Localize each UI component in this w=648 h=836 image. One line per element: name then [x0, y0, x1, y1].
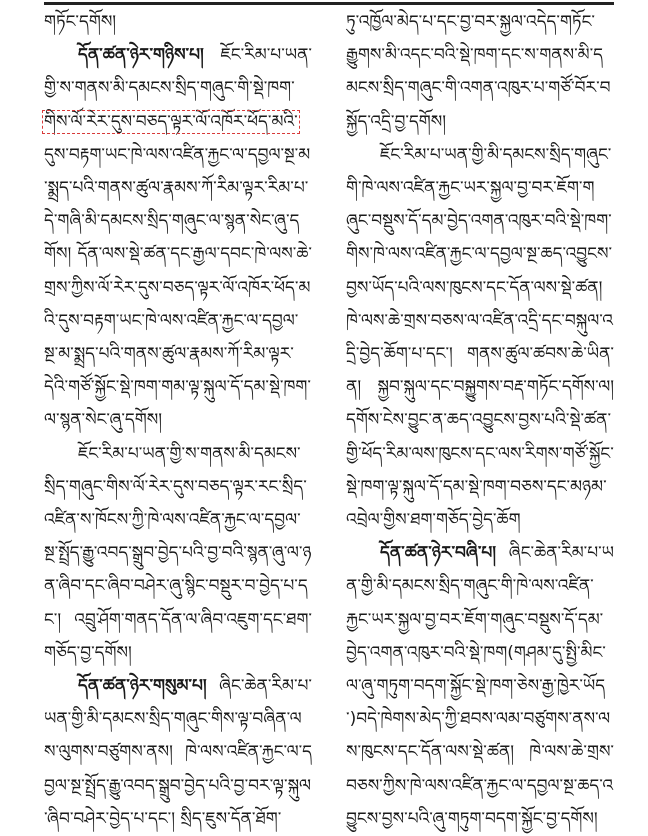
article-heading: དོན་ཚན་ཉེར་བཞི་པ། [380, 543, 497, 564]
highlighted-phrase: གིས་ལོ་རེར་དུས་བཅད་ལྟར་ལོ་འཁོར་ཕོད་མའི་ [44, 111, 298, 132]
left-paragraph-0 [44, 6, 312, 39]
article-heading: དོན་ཚན་ཉེར་གསུམ་པ། [78, 676, 207, 697]
article-heading: དོན་ཚན་ཉེར་གཉིས་པ། [78, 45, 204, 66]
top-rule [44, 2, 614, 5]
paragraph-text: ཇོང་རིམ་པ་ཡན་གྱི་ས་གནས་མི་དམངས་སྲིད་གཞུང་གི་སྡེ་ཁག་ [44, 45, 312, 99]
left-column [44, 6, 312, 836]
right-paragraph-1 [346, 139, 614, 537]
article-22 [44, 39, 312, 437]
left-paragraph-2 [44, 438, 312, 670]
paragraph-text: ཞིང་ཆེན་རིམ་པ་ཡན་གྱི་མི་དམངས་སྲིད་གཞུང་གི་ཁེ་ལས་འཛིན་རྐྱང་ཡར་སྐྱལ་བྱ་བར་ཇོག་གཞུང་བསྡུས་དོ་དམ་བྱེད་འགན་འཁུར་བའི་སྡེ་ཁག(གཤམ་དུ་སྤྱི་མིང་ལ་ཞུ་གཏུག་བདག་སྐྱོང་སྡེ་ཁག་ཅེས་རྒྱ་ཁྱེར་ཡོད་)བདེ་ཁེགས་མེད་ཀྱི་ཐབས་ལམ་བཙུགས་ནས་ལས་ཁུངས་དང་དོན་ལས་སྡེ་ཚན། ཁེ་ལས་ཆེ་གྲས་བཅས་ཀྱིས་ཁེ་ལས་འཛིན་རྐྱང་ལ་དབྱལ་སྔ་ཆད་འབྱུངས་བྱས་པའི་ཞུ་གཏུག་བདག་སྐྱོང་བྱ་དགོས། [346, 543, 614, 829]
paragraph-text: གཏོང་དགོས། [44, 12, 117, 32]
right-column [346, 6, 614, 836]
paragraph-text: ཇོང་རིམ་པ་ཡན་གྱི་ས་གནས་མི་དམངས་སྲིད་གཞུང་གིས་ལོ་རེར་དུས་བཅད་ལྟར་རང་སྲིད་འཛིན་ས་ཁོངས་ཀྱི་ཁེ་ལས་འཛིན་རྐྱང་ལ་དབྱལ་སྔ་སྤྲོད་རྒྱུ་འབད་སྒྲུབ་བྱེད་པའི་བྱ་བའི་སྙན་ཞུ་ལ་ཉན་ཞིབ་དང་ཞིབ་བཤེར་ཞུ་སྙིང་བསྡུར་བ་བྱེད་པ་དང་། འབྲུ་ཤོག་གནད་དོན་ལ་ཞིབ་འཇུག་དང་ཐག་གཅོད་བྱ་དགོས། [44, 443, 312, 663]
paragraph-text: ཇོང་རིམ་པ་ཡན་གྱི་མི་དམངས་སྲིད་གཞུང་གི་ཁེ་ལས་འཛིན་རྐྱང་ཡར་སྐྱལ་བྱ་བར་ཇོག་གཞུང་བསྡུས་དོ་དམ་བྱེད་འགན་འཁུར་བའི་སྡེ་ཁག་གིས་ཁེ་ལས་འཛིན་རྐྱང་ལ་དབྱལ་སྔ་ཆད་འབྱུངས་བྱས་ཡོད་པའི་ལས་ཁུངས་དང་དོན་ལས་སྡེ་ཚན། ཁེ་ལས་ཆེ་གྲས་བཅས་ལ་འཛིན་འདྲི་དང་བསྐུལ་འདྲི་བྱེད་ཆོག་པ་དང་། གནས་ཚུལ་ཚབས་ཆེ་ཡིན་ན། སྐྱབ་སྐུལ་དང་བསྐྱུགས་བརྡ་གཏོང་དགོས་ལ། དགོས་ངེས་བྱུང་ན་ཆད་འབྱུངས་བྱས་པའི་སྡེ་ཚན་གྱི་ཕོད་རིམ་ལས་ཁུངས་དང་ལས་རིགས་གཙོ་སྐྱོང་སྡེ་ཁག་ལྟ་སྐུལ་དོ་དམ་སྡེ་ཁག་བཅས་དང་མཉམ་འབྲེལ་གྱིས་ཐག་གཅོད་བྱེད་ཆོག [346, 144, 614, 531]
paragraph-text: དུས་བརྟག་ཡང་ཁེ་ལས་འཛིན་རྐྱང་ལ་དབྱལ་སྔ་མ་སྨྲད་པའི་གནས་ཚུལ་རྣམས་ཀོ་རིམ་ལྟར་རིམ་པ་དེ་གཞི་མི་དམངས་སྲིད་གཞུང་ལ་སྙན་སེང་ཞུ་དགོས། དོན་ལས་སྡེ་ཚན་དང་རྒྱལ་དབང་ཁེ་ལས་ཆེ་གྲས་ཀྱིས་ལོ་རེར་དུས་བཅད་ལྟར་ལོ་འཁོར་ཕོད་མའི་དུས་བརྟག་ཡང་ཁེ་ལས་འཛིན་རྐྱང་ལ་དབྱལ་སྔ་མ་སྨྲད་པའི་གནས་ཚུལ་རྣམས་ཀོ་རིམ་ལྟར་དེའི་གཙོ་སྐྱོང་སྡེ་ཁག་གམ་ལྟ་སྐུལ་དོ་དམ་སྡེ་ཁག་ལ་སྙན་སེང་ཞུ་དགོས། [44, 144, 312, 431]
right-paragraph-0 [346, 6, 614, 139]
article-24 [346, 537, 614, 836]
article-23 [44, 670, 312, 836]
paragraph-text: ཏུ་འཁྱོལ་མེད་པ་དང་བྱ་བར་སྐྱལ་འདེད་གཏོང་རྒྱུགས་མི་འདང་བའི་སྡེ་ཁག་དང་ས་གནས་མི་དམངས་སྲིད་གཞུང་གི་འགན་འཁུར་པ་གཙོ་བོར་བསྐྱོད་འདྲི་བྱ་དགོས། [346, 12, 611, 132]
paragraph-text: ཞིང་ཆེན་རིམ་པ་ཡན་གྱི་མི་དམངས་སྲིད་གཞུང་གིས་ལྟ་བཞིན་ལས་ལུགས་བཙུགས་ནས། ཁེ་ལས་འཛིན་རྐྱང་ལ་དབྱལ་སྔ་སྤྲོད་རྒྱུ་འབད་སྒྲུབ་བྱེད་པའི་བྱ་བར་ལྟ་སྐུལ་ཞིབ་བཤེར་བྱེད་པ་དང་། སྲིད་ཇུས་དོན་ཐོག་ [44, 676, 312, 829]
